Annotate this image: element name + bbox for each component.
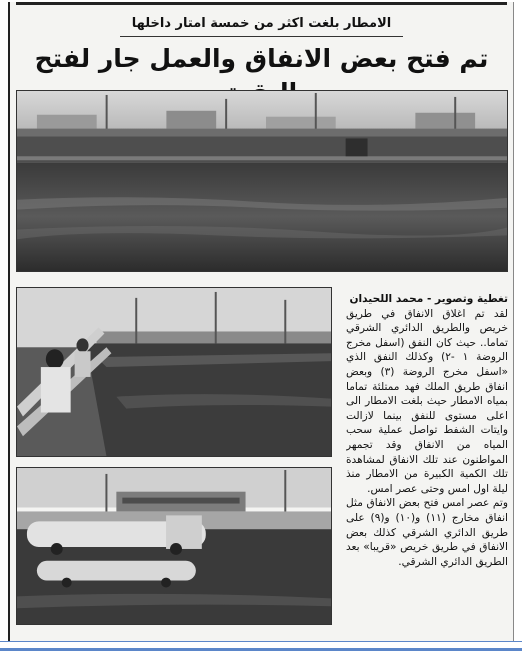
photo-flooded-underpass — [16, 90, 508, 272]
article-paragraph-1: لقد تم اغلاق الانفاق في طريق خريص والطريق الدائري الشرقي تماما.. حيث كان النفق (اسفل مخرج الروضة ١ -٢) وكذلك النفق الذي «اسفل مخرج الروضة (٣) وبعض انفاق طريق الملك فهد ممتلئة تماما بمياه الامطار حيث بلغت الامطار الى اعلى مستوى للنفق بينما لازالت وايتات الشفط تواصل عملية سحب المياه من الانفاق وقد تجمهر المواطنون عند تلك الانفاق لمشاهدة تلك الكمية الكبيرة من الامطار منذ ليلة اول امس وحتى عصر امس. — [346, 307, 508, 495]
photo-flooded-tunnel — [16, 287, 332, 457]
viewer-bottom-border — [0, 641, 522, 651]
photo-tanker-trucks — [16, 467, 332, 625]
article-body — [346, 292, 508, 622]
top-rule — [16, 2, 507, 5]
article-byline: تغطية وتصوير - محمد اللحيدان — [349, 293, 508, 305]
newspaper-clipping — [8, 2, 514, 642]
article-headline: تم فتح بعض الانفاق والعمل جار لفتح — [34, 44, 489, 73]
kicker-divider — [120, 36, 403, 37]
article-paragraph-2: وتم عصر امس فتح بعض الانفاق مثل انفاق مخارج (١١) و(١٠) و(٩) على طريق الدائري الشرقي كذلك بعض الانفاق في طريق خريص «قريبا» بعد الطريق الدائري الشرقي. — [346, 497, 508, 568]
article-kicker: الامطار بلغت اكثر من خمسة امتار داخلها — [131, 16, 392, 31]
